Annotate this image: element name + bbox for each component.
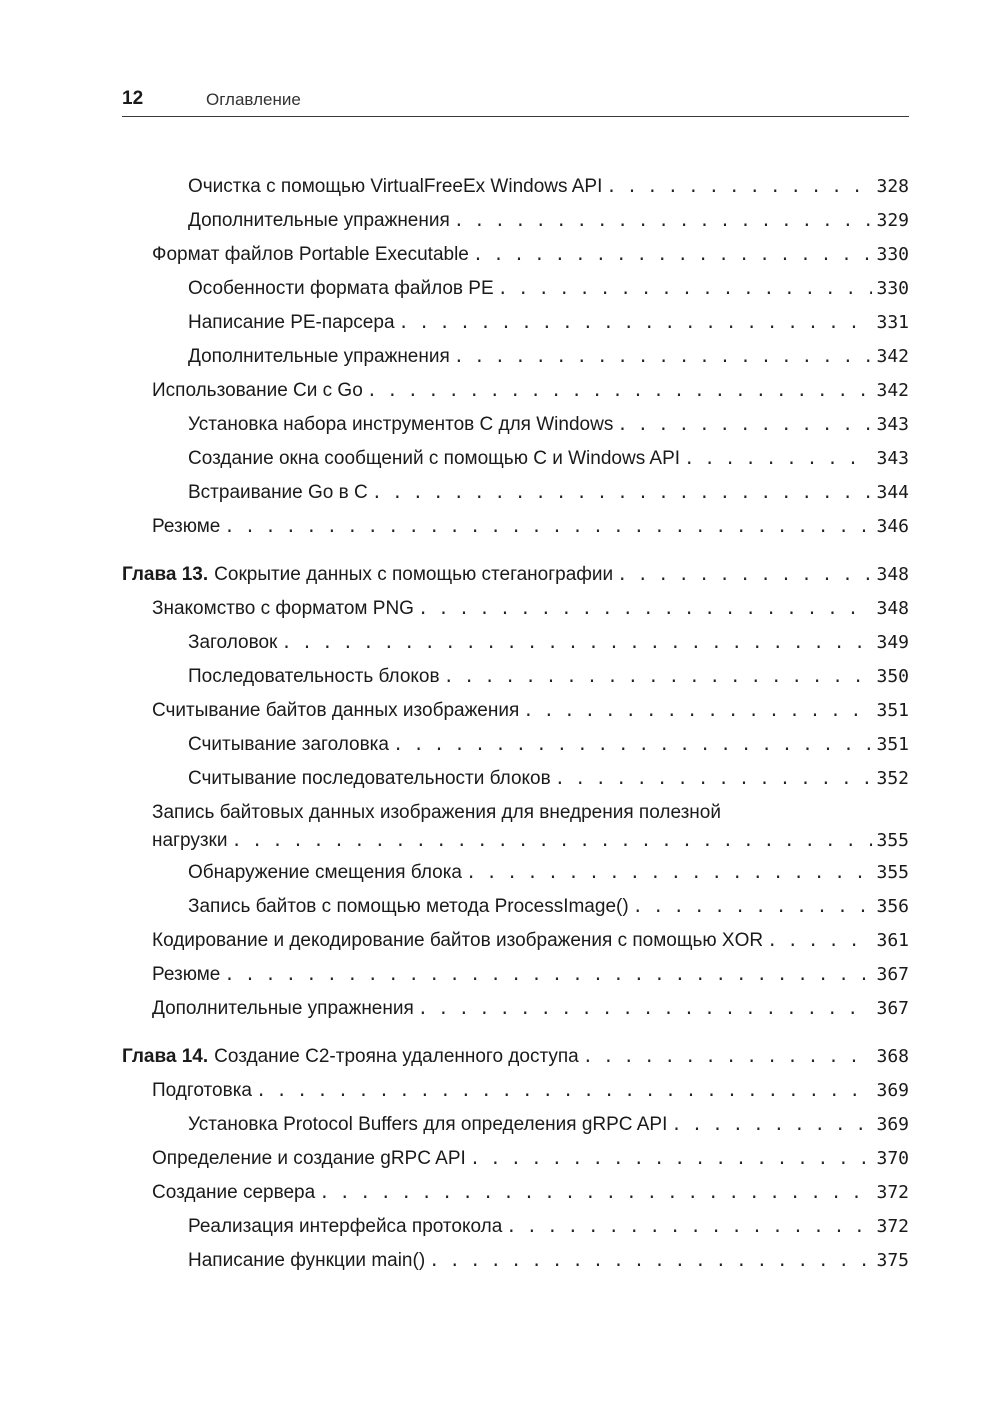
toc-entry-page: 348 [876, 598, 909, 619]
dot-leader [523, 694, 872, 728]
dot-leader [399, 306, 873, 340]
toc-entry-page: 348 [876, 564, 909, 585]
toc-entry[interactable] [122, 660, 909, 694]
toc-entry[interactable] [122, 374, 909, 408]
toc-entry-page: 369 [876, 1114, 909, 1135]
table-of-contents [122, 170, 909, 1278]
dot-leader [444, 660, 873, 694]
toc-entry-page: 367 [876, 964, 909, 985]
toc-entry-page: 343 [876, 414, 909, 435]
dot-leader [393, 728, 873, 762]
running-title: Оглавление [206, 90, 301, 109]
toc-entry-page: 329 [876, 210, 909, 231]
toc-entry[interactable] [122, 476, 909, 510]
page-number: 12 [122, 88, 144, 109]
toc-entry-title: Особенности формата файлов PE [188, 278, 494, 299]
toc-entry-page: 361 [876, 930, 909, 951]
toc-entry-page: 342 [876, 346, 909, 367]
dot-leader [498, 272, 873, 306]
dot-leader [224, 958, 872, 992]
dot-leader [473, 238, 873, 272]
dot-leader [429, 1244, 872, 1278]
toc-entry[interactable] [122, 728, 909, 762]
toc-entry-title: Резюме [152, 964, 221, 985]
toc-entry-page: 342 [876, 380, 909, 401]
toc-entry-page: 368 [876, 1046, 909, 1067]
toc-entry-page: 346 [876, 516, 909, 537]
toc-entry[interactable] [122, 924, 909, 958]
dot-leader [418, 992, 873, 1026]
toc-entry-page: 375 [876, 1250, 909, 1271]
toc-entry-title: Резюме [152, 516, 221, 537]
toc-entry-title: Создание C2-трояна удаленного доступа [214, 1046, 579, 1067]
toc-entry-page: 352 [876, 768, 909, 789]
toc-entry-title: Встраивание Go в C [188, 482, 368, 503]
toc-entry-page: 355 [876, 862, 909, 883]
toc-entry-title: Знакомство с форматом PNG [152, 598, 414, 619]
toc-entry-title: Последовательность блоков [188, 666, 440, 687]
toc-entry-title: Запись байтов с помощью метода ProcessImage() [188, 896, 629, 917]
dot-leader [224, 510, 872, 544]
toc-entry[interactable] [122, 992, 909, 1026]
toc-entry-title: Реализация интерфейса протокола [188, 1216, 503, 1237]
chapter-label: Глава 14. [122, 1046, 209, 1067]
dot-leader [470, 1142, 873, 1176]
toc-entry-title: Дополнительные упражнения [152, 998, 414, 1019]
dot-leader [231, 826, 872, 856]
toc-entry-page: 351 [876, 700, 909, 721]
toc-entry-title: Установка набора инструментов C для Windows [188, 414, 614, 435]
toc-entry-title: Использование Си с Go [152, 380, 363, 401]
toc-entry[interactable] [122, 204, 909, 238]
toc-entry-page: 372 [876, 1216, 909, 1237]
toc-entry-page: 370 [876, 1148, 909, 1169]
toc-entry-title: Создание сервера [152, 1182, 316, 1203]
dot-leader [372, 476, 873, 510]
dot-leader [281, 626, 872, 660]
toc-entry-title: Заголовок [188, 632, 278, 653]
dot-leader [633, 890, 873, 924]
toc-entry[interactable] [122, 1210, 909, 1244]
toc-entry-page: 330 [876, 278, 909, 299]
dot-leader [319, 1176, 872, 1210]
toc-entry-title: Кодирование и декодирование байтов изображения с помощью XOR [152, 930, 764, 951]
toc-entry[interactable] [122, 890, 909, 924]
toc-entry-page: 351 [876, 734, 909, 755]
toc-entry[interactable] [122, 510, 909, 544]
toc-entry[interactable] [122, 340, 909, 374]
toc-entry-page: 356 [876, 896, 909, 917]
toc-entry-title: Определение и создание gRPC API [152, 1148, 466, 1169]
toc-entry-title-line2: нагрузки [152, 830, 228, 851]
page-header [122, 86, 909, 117]
toc-entry[interactable] [122, 238, 909, 272]
dot-leader [256, 1074, 872, 1108]
toc-chapter-entry[interactable] [122, 1040, 909, 1074]
toc-entry[interactable] [122, 800, 909, 856]
dot-leader [767, 924, 872, 958]
toc-entry[interactable] [122, 408, 909, 442]
toc-entry-title: Очистка с помощью VirtualFreeEx Windows API [188, 176, 603, 197]
toc-entry-title: Дополнительные упражнения [188, 346, 450, 367]
toc-entry[interactable] [122, 856, 909, 890]
toc-entry[interactable] [122, 170, 909, 204]
toc-entry[interactable] [122, 1108, 909, 1142]
toc-entry-page: 331 [876, 312, 909, 333]
dot-leader [684, 442, 872, 476]
dot-leader [606, 170, 872, 204]
dot-leader [454, 204, 873, 238]
toc-entry-page: 349 [876, 632, 909, 653]
toc-entry-title: Дополнительные упражнения [188, 210, 450, 231]
toc-entry-title-line1: Запись байтовых данных изображения для внедрения полезной [152, 802, 721, 823]
toc-entry-page: 355 [876, 830, 909, 851]
toc-entry[interactable] [122, 1142, 909, 1176]
toc-entry-page: 343 [876, 448, 909, 469]
toc-entry-title: Формат файлов Portable Executable [152, 244, 469, 265]
toc-chapter-entry[interactable] [122, 558, 909, 592]
toc-entry-title: Установка Protocol Buffers для определения gRPC API [188, 1114, 668, 1135]
toc-entry-page: 344 [876, 482, 909, 503]
toc-entry[interactable] [122, 306, 909, 340]
dot-leader [367, 374, 873, 408]
toc-entry[interactable] [122, 592, 909, 626]
toc-entry-page: 328 [876, 176, 909, 197]
toc-entry-page: 372 [876, 1182, 909, 1203]
toc-entry-title: Подготовка [152, 1080, 253, 1101]
toc-entry[interactable] [122, 958, 909, 992]
chapter-label: Глава 13. [122, 564, 209, 585]
dot-leader [617, 558, 872, 592]
toc-entry-title: Написание функции main() [188, 1250, 426, 1271]
toc-entry-title: Создание окна сообщений с помощью C и Windows API [188, 448, 681, 469]
dot-leader [617, 408, 872, 442]
toc-entry-title: Сокрытие данных с помощью стеганографии [214, 564, 614, 585]
dot-leader [466, 856, 872, 890]
dot-leader [418, 592, 873, 626]
toc-entry-title: Считывание байтов данных изображения [152, 700, 520, 721]
toc-entry[interactable] [122, 694, 909, 728]
toc-entry[interactable] [122, 442, 909, 476]
toc-entry-page: 350 [876, 666, 909, 687]
toc-entry[interactable] [122, 762, 909, 796]
dot-leader [583, 1040, 873, 1074]
toc-entry-page: 330 [876, 244, 909, 265]
toc-entry-title: Написание PE-парсера [188, 312, 395, 333]
toc-entry[interactable] [122, 1244, 909, 1278]
dot-leader [506, 1210, 872, 1244]
toc-entry[interactable] [122, 626, 909, 660]
toc-entry-title: Обнаружение смещения блока [188, 862, 462, 883]
dot-leader [671, 1108, 872, 1142]
toc-entry-page: 369 [876, 1080, 909, 1101]
dot-leader [555, 762, 873, 796]
toc-entry[interactable] [122, 1074, 909, 1108]
toc-entry[interactable] [122, 272, 909, 306]
toc-entry-title: Считывание заголовка [188, 734, 389, 755]
toc-entry-page: 367 [876, 998, 909, 1019]
toc-entry-title: Считывание последовательности блоков [188, 768, 551, 789]
toc-entry[interactable] [122, 1176, 909, 1210]
dot-leader [454, 340, 873, 374]
